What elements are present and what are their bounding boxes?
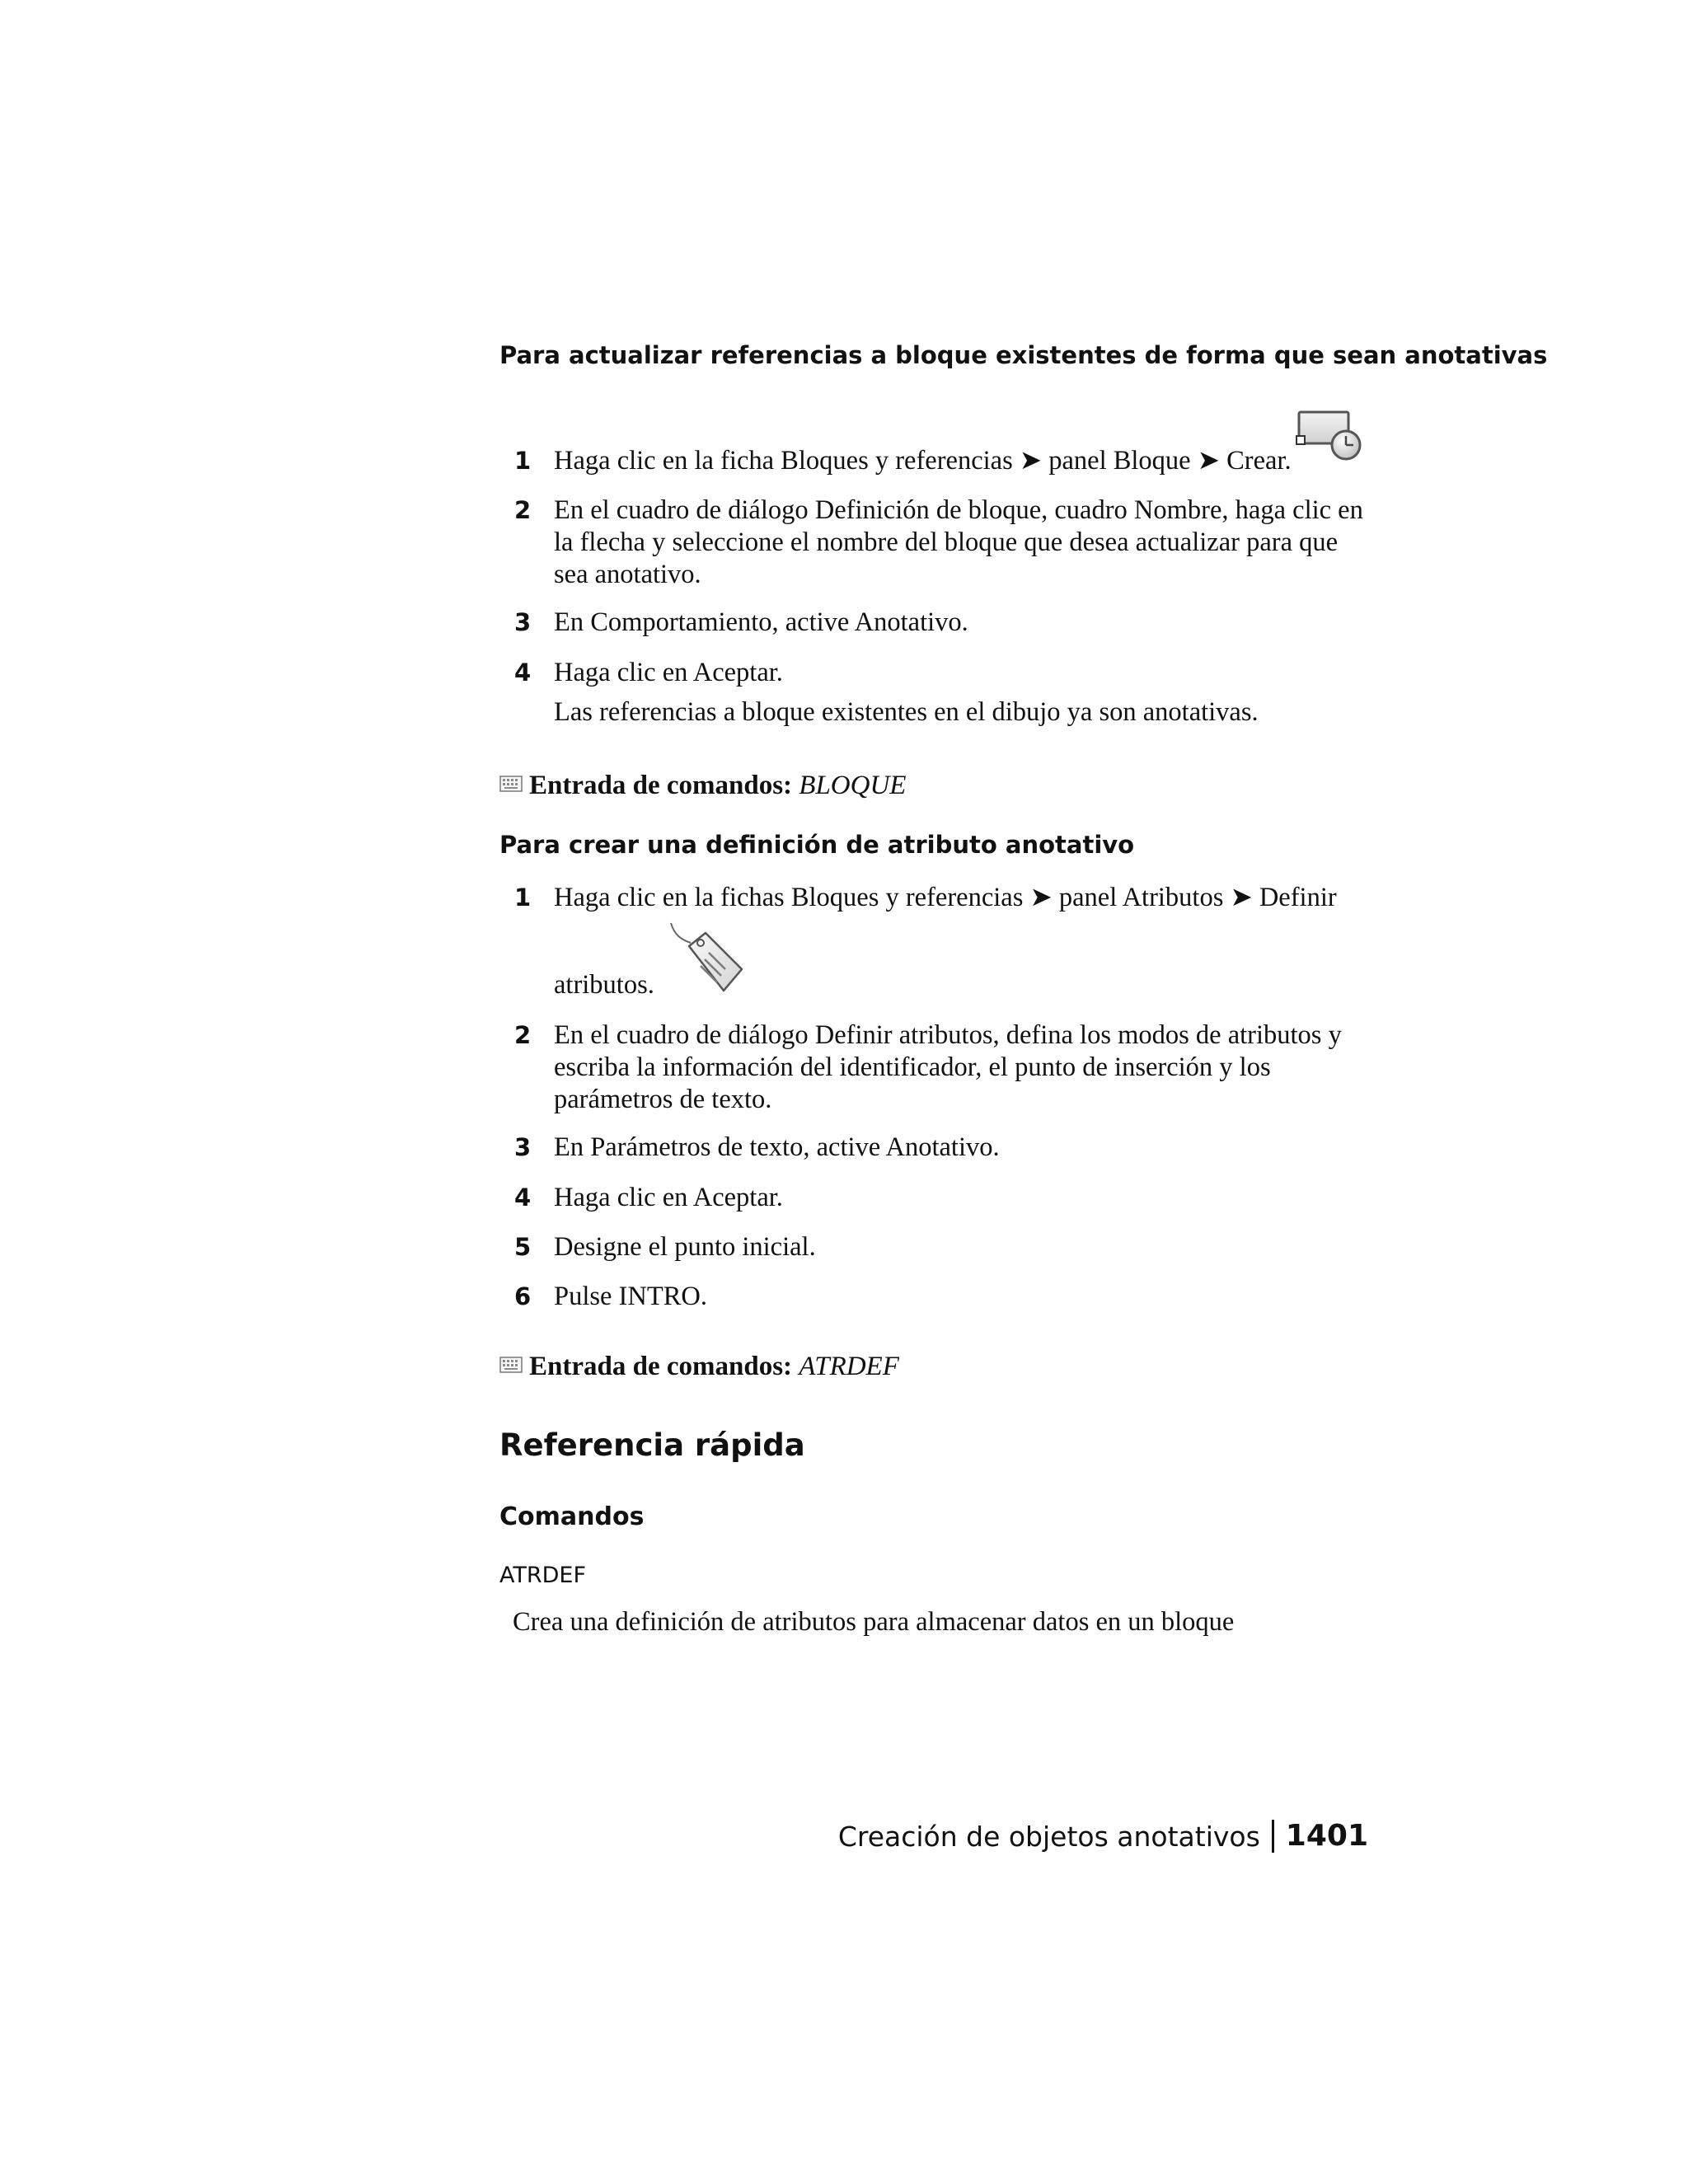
step-text: En Parámetros de texto, active Anotativo. [554, 1132, 1000, 1162]
command-entry-value: ATRDEF [799, 1352, 899, 1381]
procedure-heading-create-attribute: Para crear una definición de atributo anotativo [499, 831, 1135, 859]
step-text: Haga clic en Aceptar. [554, 658, 783, 687]
section-title: Referencia rápida [499, 1427, 805, 1463]
command-entry-line [499, 1350, 899, 1383]
step-number: 2 [514, 496, 532, 524]
step-result-text: Las referencias a bloque existentes en el dibujo ya son anotativas. [554, 697, 1259, 727]
subsection-title: Comandos [499, 1502, 645, 1531]
step-number: 2 [514, 1021, 532, 1049]
keyboard-icon [499, 1357, 523, 1373]
page-number: 1401 [1285, 1819, 1368, 1853]
step-number: 5 [514, 1233, 532, 1261]
step-text: Haga clic en la fichas Bloques y referencias ➤ panel Atributos ➤ Definir [554, 883, 1337, 912]
step-text: En Comportamiento, active Anotativo. [554, 607, 968, 637]
step-text: En el cuadro de diálogo Definición de bloque, cuadro Nombre, haga clic en la flecha y seleccione el nombre del bloque que desea actualizar para que sea anotativo. [554, 495, 1363, 589]
command-entry-label: Entrada de comandos: [529, 771, 793, 800]
define-attributes-tag-icon [666, 921, 745, 994]
step-number: 1 [514, 883, 532, 912]
footer-separator [1272, 1820, 1274, 1853]
step-number: 1 [514, 447, 532, 475]
command-entry-label: Entrada de comandos: [529, 1352, 793, 1381]
footer-chapter-title: Creación de objetos anotativos [837, 1820, 1260, 1853]
step-text: Pulse INTRO. [554, 1282, 707, 1311]
keyboard-icon [499, 776, 523, 792]
procedure-heading-update-blocks: Para actualizar referencias a bloque existentes de forma que sean anotativas [499, 341, 1548, 369]
command-name: ATRDEF [499, 1563, 587, 1588]
command-entry-value: BLOQUE [799, 771, 907, 800]
command-description: Crea una definición de atributos para almacenar datos en un bloque [513, 1607, 1235, 1637]
step-text-continued: atributos. [554, 970, 654, 1000]
page-footer [838, 1820, 1368, 1853]
step-number: 3 [514, 608, 532, 636]
step-text: Designe el punto inicial. [554, 1232, 816, 1262]
step-number: 4 [514, 658, 532, 687]
step-text: Haga clic en la ficha Bloques y referencias ➤ panel Bloque ➤ Crear. [554, 446, 1292, 476]
step-number: 4 [514, 1183, 532, 1212]
step-text: Haga clic en Aceptar. [554, 1183, 783, 1212]
command-entry-line [499, 769, 906, 802]
step-text: En el cuadro de diálogo Definir atributos, defina los modos de atributos y escriba la información del identificador, el punto de inserción y los parámetros de texto. [554, 1020, 1342, 1114]
step-number: 3 [514, 1133, 532, 1161]
step-number: 6 [514, 1282, 532, 1310]
